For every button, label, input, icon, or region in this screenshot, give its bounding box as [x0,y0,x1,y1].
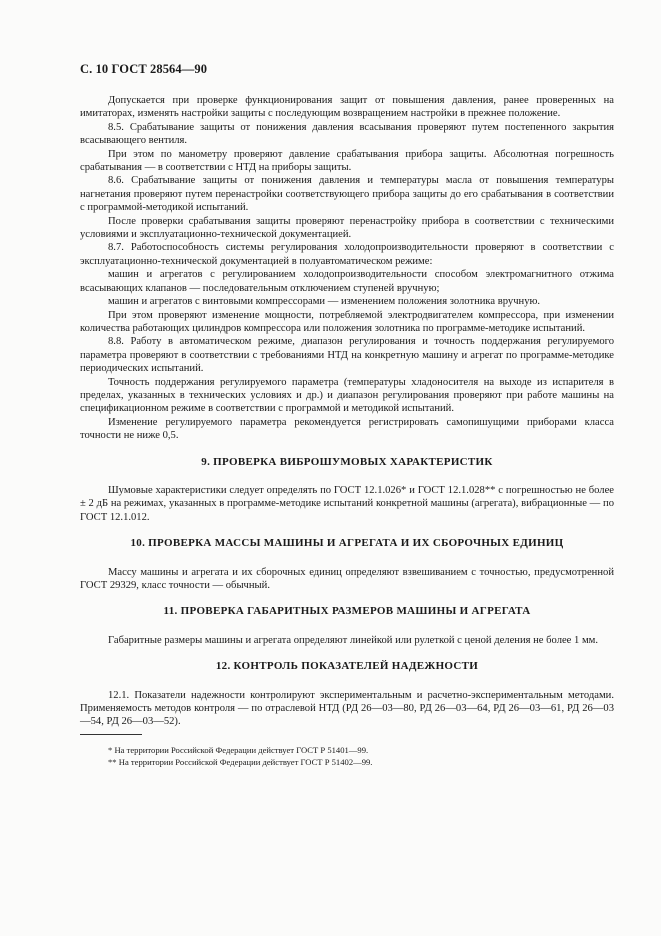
section-heading-10: 10. ПРОВЕРКА МАССЫ МАШИНЫ И АГРЕГАТА И ИХ СБОРОЧНЫХ ЕДИНИЦ [130,537,564,550]
paragraph: При этом проверяют изменение мощности, потребляемой электродвигателем компрессора, при изменении количества работающих цилиндров компрессора или положения золотника по программе-методике испытаний. [80,309,614,334]
paragraph: Точность поддержания регулируемого параметра (температуры хладоносителя на выходе из испарителя в пределах, указанных в технических условиях и др.) и диапазон регулирования проверяют при работе машины на спецификационном режиме в соответствии с программой и методикой испытаний. [80,376,614,415]
document-body [80,94,614,768]
footnote-2: ** На территории Российской Федерации действует ГОСТ Р 51402—99. [108,756,373,767]
paragraph: После проверки срабатывания защиты проверяют перенастройку прибора в соответствии с техническими условиями и эксплуатационно-технической документацией. [80,215,614,241]
section-heading-12: 12. КОНТРОЛЬ ПОКАЗАТЕЛЕЙ НАДЕЖНОСТИ [215,660,479,673]
paragraph: Шумовые характеристики следует определять по ГОСТ 12.1.026* и ГОСТ 12.1.028** с погрешностью не более ± 2 дБ на режимах, указанных в программе-методике испытаний конкретной машины (агрегата), вибрационные — по ГОСТ 12.1.012. [80,484,614,523]
paragraph-8-5: 8.5. Срабатывание защиты от понижения давления всасывания проверяют путем постепенного закрытия всасывающего вентиля. [80,121,614,147]
paragraph: Допускается при проверке функционирования защит от повышения давления, ранее проверенных на имитаторах, изменять настройки защиты с последующим возвращением настройки в прежнее положение. [80,95,614,120]
footnote-divider [80,734,142,735]
section-heading-9: 9. ПРОВЕРКА ВИБРОШУМОВЫХ ХАРАКТЕРИСТИК [201,455,493,468]
footnote-1: * На территории Российской Федерации действует ГОСТ Р 51401—99. [108,744,369,755]
paragraph-12-1: 12.1. Показатели надежности контролируют экспериментальным и расчетно-экспериментальным методами. Применяемость методов контроля — по отраслевой НТД (РД 26—03—80, РД 26—03—64, РД 26—03—61, РД 26—03—54, РД 26—03—52). [80,689,614,728]
section-heading-11: 11. ПРОВЕРКА ГАБАРИТНЫХ РАЗМЕРОВ МАШИНЫ И АГРЕГАТА [163,605,531,618]
paragraph: При этом по манометру проверяют давление срабатывания прибора защиты. Абсолютная погрешность срабатывания — в соответствии с НТД на приборы защиты. [80,148,614,174]
page-header: С. 10 ГОСТ 28564—90 [80,62,208,76]
paragraph: машин и агрегатов с регулированием холодопроизводительности способом электромагнитного отжима всасывающих клапанов — последовательным отключением ступеней вручную; [80,269,614,294]
paragraph: машин и агрегатов с винтовыми компрессорами — изменением положения золотника вручную. [108,296,541,308]
paragraph-8-8: 8.8. Работу в автоматическом режиме, диапазон регулирования и точность поддержания регулируемого параметра проверяют в соответствии с требованиями НТД на конкретную машину и агрегат по программе-методике периодических испытаний. [80,336,614,375]
paragraph: Изменение регулируемого параметра рекомендуется регистрировать самопишущими приборами класса точности не ниже 0,5. [80,416,614,442]
paragraph: Массу машины и агрегата и их сборочных единиц определяют взвешиванием с точностью, предусмотренной ГОСТ 29329, класс точности — обычный. [80,566,614,591]
paragraph-8-6: 8.6. Срабатывание защиты от понижения давления и температуры масла от повышения температуры нагнетания проверяют путем перенастройки соответствующего прибора защиты до его срабатывания в соответствии с программой-методикой испытаний. [80,175,614,214]
paragraph-8-7: 8.7. Работоспособность системы регулирования холодопроизводительности проверяют в соответствии с эксплуатационно-технической документацией в полуавтоматическом режиме: [80,242,614,267]
paragraph: Габаритные размеры машины и агрегата определяют линейкой или рулеткой с ценой деления не более 1 мм. [108,634,599,646]
